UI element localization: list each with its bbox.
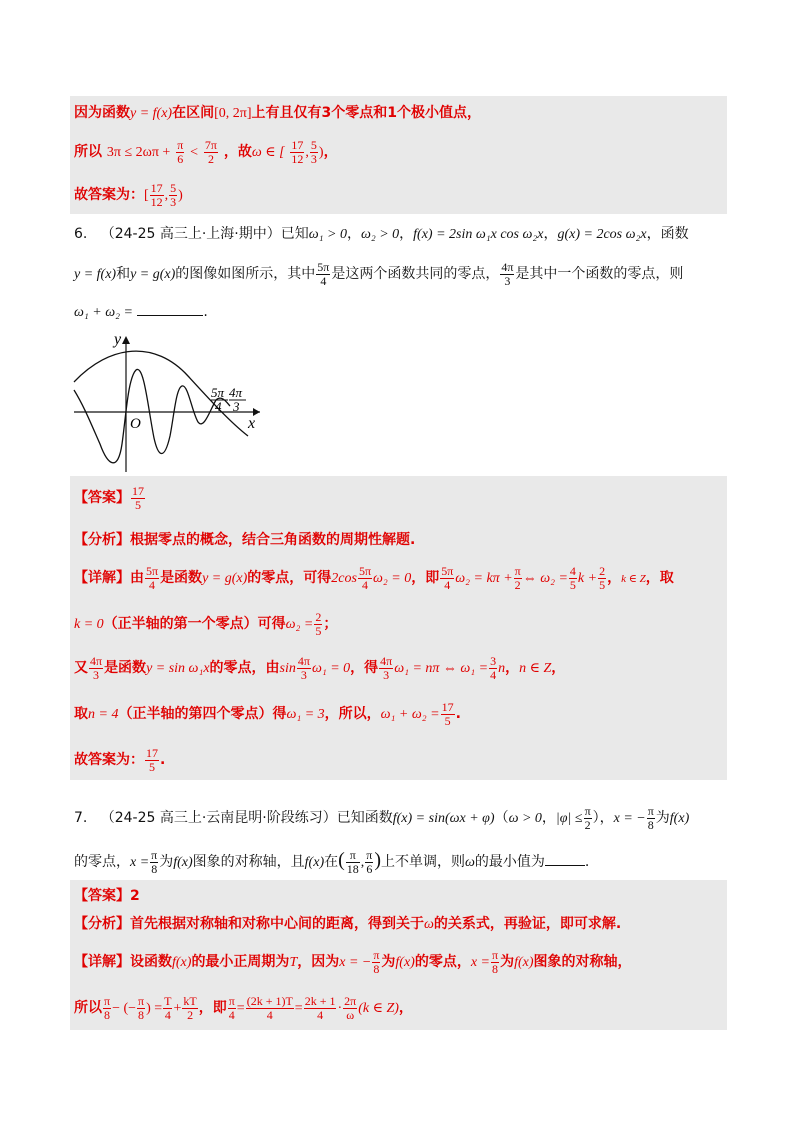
tick-label-4pi-den: 3 [233,399,240,414]
y-axis-label: y [114,331,122,348]
q6-line-2: y = f(x)和y = g(x)的图像如图所示，其中 $\frac{5\pi}{4}$ 是这两个函数共同的零点， $\frac{4\pi}{3}$ 是其中一个函数的零点，则 [74,259,684,288]
q6-line-1: 6. （24-25 高三上·上海·期中）已知ω₁ > 0，ω₂ > 0，f(x) = 2sin ω₁x cos ω₂x，g(x) = 2cos ω₂x，函数 [74,226,689,242]
tick-label-5pi-den: 4 [215,399,222,414]
q7-detail-1: 【详解】设函数f(x)的最小正周期为T，因为x = − $\frac{\pi}{8}$ 为f(x)的零点，x = $\frac{\pi}{8}$ 为f(x)图象的对称轴， [74,947,632,976]
question-number: 6. [74,226,88,242]
function-graph [70,326,270,476]
q6-detail-4: 取n = 4（正半轴的第四个零点）得ω₁ = 3，所以，ω₁ + ω₂ = $\frac{17}{5}$ . [74,699,461,728]
q6-line-3: ω₁ + ω₂ = . [74,304,208,320]
q7-answer: 【答案】2 [74,888,140,904]
q6-final-answer: 故答案为： $\frac{17}{5}$ . [74,745,166,774]
q6-answer: 【答案】 $\frac{17}{5}$ [74,483,144,512]
q5-answer: 故答案为：[ $\frac{17}{12}$ , $\frac{5}{3}$ ) [74,180,183,209]
x-axis-label: x [248,415,256,432]
q5-line-1: 因为函数y = f(x)在区间[0, 2π]上有且仅有3个零点和1个极小值点， [74,105,481,121]
q7-line-1: 7. （24-25 高三上·云南昆明·阶段练习）已知函数f(x) = sin(ωx + φ)（ω > 0，|φ| ≤ $\frac{\pi}{2}$ ），x = − $\frac{\pi}{8}$ 为f(x) [74,803,690,832]
q6-detail-3: 又 $\frac{4\pi}{3}$ 是函数y = sin ω₁x的零点，由sin $\frac{4\pi}{3}$ ω₁ = 0，得 $\frac{4\pi}{3}$ ω₁ = nπ ⇔ ω₁ = $\frac{3}{4}$ n，n ∈ Z， [74,653,566,682]
q5-line-2: 所以 3π ≤ 2ωπ + $\frac{\pi}{6}$ < $\frac{7\pi}{2}$ ，故ω ∈ [ $\frac{17}{12}$ , $\frac{5}{3}$ )， [74,137,338,166]
tick-label-4pi-num: 4π [229,385,243,400]
question-number: 7. [74,810,88,826]
answer-blank [545,853,585,866]
q6-detail-2: k = 0（正半轴的第一个零点）可得ω₂ = $\frac{2}{5}$ ； [74,609,338,638]
origin-label: O [130,416,141,432]
q6-analysis: 【分析】根据零点的概念，结合三角函数的周期性解题. [74,532,416,548]
q7-detail-2: 所以 $\frac{\pi}{8}$ − (− $\frac{\pi}{8}$ ) = $\frac{T}{4}$ + $\frac{kT}{2}$ ，即 $\frac{\pi}{4}$ = $\frac{(2k + 1)T}{4}$ = $\frac{2k + 1}{4}$ · $\frac{2\pi}{\omega}$ (k ∈ Z)， [74,993,413,1022]
curve-f [74,369,230,462]
q6-detail-1: 【详解】由 $\frac{5\pi}{4}$ 是函数y = g(x)的零点，可得2cos $\frac{5\pi}{4}$ ω₂ = 0，即 $\frac{5\pi}{4}$ ω₂ = kπ + $\frac{\pi}{2}$ ⇔ ω₂ = $\frac{4}{5}$ k + $\frac{2}{5}$ ，k ∈ Z，取 [74,563,674,592]
answer-blank [137,303,203,316]
tick-label-5pi-num: 5π [211,385,225,400]
q7-line-2: 的零点，x = $\frac{\pi}{8}$ 为f(x)图象的对称轴，且f(x)在( $\frac{\pi}{18}$ , $\frac{\pi}{6}$ )上不单调，则ω的最小值为 . [74,847,590,876]
q7-analysis: 【分析】首先根据对称轴和对称中心间的距离，得到关于ω的关系式，再验证，即可求解. [74,916,622,932]
y-axis-arrow [122,336,130,344]
